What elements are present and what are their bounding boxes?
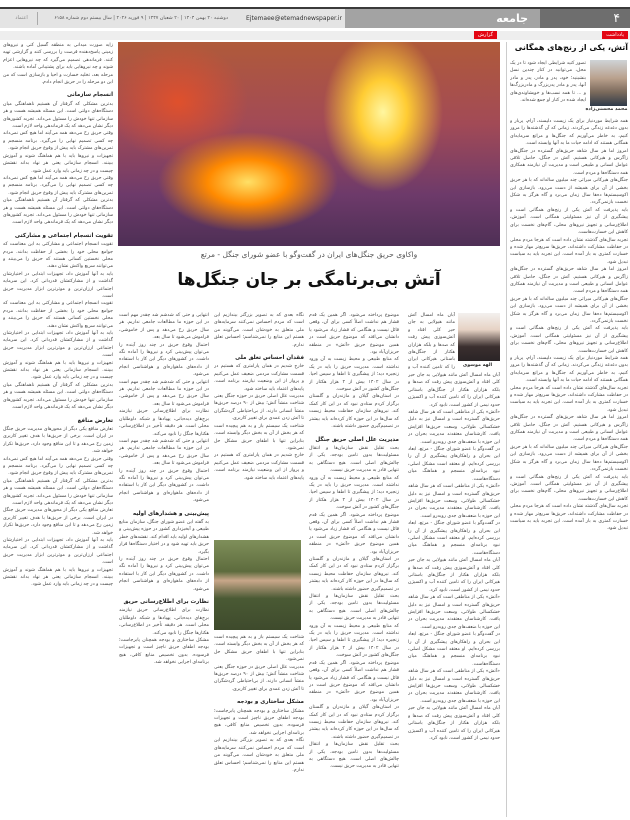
- report-column-4: انتهایی و حتی که شدشم شد چقدر مهم است در این حوزه ما مطالعات جامعی نداریم. هر سال حریق رخ می‌دهد و پس از خاموشی، فراموش می‌شود تا سال بعد. احتمال وقوع حریق در چند روز آینده را می‌توان پیش‌بینی کرد و نیروها را آماده نگه داشت. در کشورهای دیگر این کار با استفاده از داده‌های ماهواره‌ای و هواشناسی انجام می‌شود. انتهایی و حتی که شدشم شد چقدر مهم است در این حوزه ما مطالعات جامعی نداریم. هر سال حریق رخ می‌دهد و پس از خاموشی، فراموش می‌شود تا سال بعد. نظارت برای اطلاع‌رسانی حریق نیازمند برج‌های دیده‌بانی، پهپادها و شبکه داوطلبان محلی است. هر دقیقه تأخیر در اطلاع‌رسانی، هکتارها جنگل را نابود می‌کند. انتهایی و حتی که شدشم شد چقدر مهم است در این حوزه ما مطالعات جامعی نداریم. هر سال حریق رخ می‌دهد و پس از خاموشی، فراموش می‌شود تا سال بعد. احتمال وقوع حریق در چند روز آینده را می‌توان پیش‌بینی کرد و نیروها را آماده نگه داشت. در کشورهای دیگر این کار با استفاده از داده‌های ماهواره‌ای و هواشناسی انجام می‌شود. پیش‌بینی و هشدارهای اولیه به گفته این عضو شورای جنگل، سازمان منابع طبیعی و آبخیزداری کشور در حوزه پیش‌بینی و هشدارهای اولیه باید اقدام کند. نقشه‌های خطر حریق باید تهیه شود و در اختیار دستگاه‌ها قرار بگیرد. احتمال وقوع حریق در چند روز آینده را می‌توان پیش‌بینی کرد و نیروها را آماده نگه داشت. در کشورهای دیگر این کار با استفاده از داده‌های ماهواره‌ای و هواشناسی انجام می‌شود. نظارت برای اطلاع‌رسانی حریق نظارت برای اطلاع‌رسانی حریق نیازمند برج‌های دیده‌بانی، پهپادها و شبکه داوطلبان محلی است. هر دقیقه تأخیر در اطلاع‌رسانی، هکتارها جنگل را نابود می‌کند. مشکل ساختاری و بودجه همچنان پابرجاست؛ بودجه اطفای حریق ناچیز است و تجهیزات فرسوده. بدون تخصیص منابع کافی، هیچ برنامه‌ای اجرایی نخواهد شد.: [119, 313, 209, 666]
- subhead-causes: مدیریت علل اصلی حریق جنگل: [315, 436, 399, 443]
- section-title: جامعه: [345, 9, 540, 28]
- note-intro: تصور کنید شرایطی ایجاد شود تا در یک محل، می‌توانید در کنار چندین نسل بنشینید؛ خود، پدر و مادر، پدر و مادر آنها، پدر و مادر پدربزرگ و مادربزرگ‌ها و ... تا همه نسب‌ها و خویشاوندی‌های ایجاد شده در کنار او جمع شده‌اند.: [510, 61, 586, 104]
- report-column-1: آبان ماه امسال آتش مانند هیولایی به جان حیر کلی افتاد و آتش‌سوزی پیش رفت که صدها و بلکه هزاران هکتار از جنگل‌های باستانی هیرکانی ایران را که تامین کننده آب و اکسیژن حدود نیمی از کشور است، نابود کرد. «آتش» یکی از مناطقی است که هر سال شاهد حریق‌های گسترده است و امسال نیز به دلیل خشکسالی طولانی، وسعت حریق‌ها افزایش یافت. کارشناسان معتقدند مدیریت بحران در این حوزه با ضعف‌های جدی روبه‌رو است. در گفت‌وگو با عضو شورای جنگل - مرتع، ابعاد این بحران و راهکارهای پیشگیری از آن را بررسی کرده‌ایم. او معتقد است مشکل اصلی، نبود برنامه‌ای منسجم و هماهنگ میان دستگاه‌هاست. «آتش» یکی از مناطقی است که هر سال شاهد حریق‌های گسترده است و امسال نیز به دلیل خشکسالی طولانی، وسعت حریق‌ها افزایش یافت. کارشناسان معتقدند مدیریت بحران در این حوزه با ضعف‌های جدی روبه‌رو است. در گفت‌وگو با عضو شورای جنگل - مرتع، ابعاد این بحران و راهکارهای پیشگیری از آن را بررسی کرده‌ایم. او معتقد است مشکل اصلی، نبود برنامه‌ای منسجم و هماهنگ میان دستگاه‌هاست. آبان ماه امسال آتش مانند هیولایی به جان حیر کلی افتاد و آتش‌سوزی پیش رفت که صدها و بلکه هزاران هکتار از جنگل‌های باستانی هیرکانی ایران را که تامین کننده آب و اکسیژن حدود نیمی از کشور است، نابود کرد. «آتش» یکی از مناطقی است که هر سال شاهد حریق‌های گسترده است و امسال نیز به دلیل خشکسالی طولانی، وسعت حریق‌ها افزایش یافت. کارشناسان معتقدند مدیریت بحران در این حوزه با ضعف‌های جدی روبه‌رو است. در گفت‌وگو با عضو شورای جنگل - مرتع، ابعاد این بحران و راهکارهای پیشگیری از آن را بررسی کرده‌ایم. او معتقد است مشکل اصلی، نبود برنامه‌ای منسجم و هماهنگ میان دستگاه‌هاست. «آتش» یکی از مناطقی است که هر سال شاهد حریق‌های گسترده است و امسال نیز به دلیل خشکسالی طولانی، وسعت حریق‌ها افزایش یافت. کارشناسان معتقدند مدیریت بحران در این حوزه با ضعف‌های جدی روبه‌رو است. آبان ماه امسال آتش مانند هیولایی به جان حیر کلی افتاد و آتش‌سوزی پیش رفت که صدها و بلکه هزاران هکتار از جنگل‌های باستانی هیرکانی ایران را که تامین کننده آب و اکسیژن حدود نیمی از کشور است، نابود کرد.: [408, 373, 500, 741]
- subhead-warning: پیش‌بینی و هشدارهای اولیه: [132, 510, 209, 517]
- section-email[interactable]: Ejtemaee@etemadnewspaper.ir: [246, 15, 342, 22]
- note-author: محمد محسنی‌زاده: [585, 107, 628, 112]
- note-author-photo: [590, 60, 627, 106]
- subhead-sense: فقدان احساس تعلق ملی: [235, 355, 304, 362]
- subhead-budget: مشکل ساختاری و بودجه: [237, 699, 304, 706]
- report-column-3-bottom: شناخت یک سیستم باز و به هم پیچیده است که هر بخش از آن به بخش دیگر وابسته است. بنابراین تنها با اطفای حریق مشکل حل نمی‌شود. مدیریت علل اصلی حریق در حوزه جنگل یعنی شناخت منشأ آتش؛ بیش از ۹۰ درصد حریق‌ها منشأ انسانی دارند. از بی‌احتیاطی گردشگران تا آتش زدن عمدی برای تغییر کاربری. مشکل ساختاری و بودجه مشکل ساختاری و بودجه همچنان پابرجاست؛ بودجه اطفای حریق ناچیز است و تجهیزات فرسوده. بدون تخصیص منابع کافی، هیچ برنامه‌ای اجرایی نخواهد شد. نگاه بعدی که به تصویر بزرگتر بیندازیم این است که مردم احساس نمی‌کنند سرمایه‌های ملی متعلق به خودشان است. می‌گویند من هستم این منابع را نمی‌شناسم؛ احساس تعلق ندارم.: [214, 635, 304, 773]
- report-headline: آتش بی‌برنامگی بر جان جنگل‌ها: [177, 270, 441, 290]
- page-number: ۴: [540, 9, 630, 28]
- subhead-conflict: تعارض منافع: [77, 417, 113, 424]
- subhead-cohesion: انسجام سازمانی: [66, 92, 113, 99]
- forest-fire-photo: [118, 42, 500, 246]
- issue-date: دوشنبه ۲۰ بهمن ۱۴۰۴ | ۲۰ شعبان ۱۴۴۷ | ۹ فوریه ۲۰۲۶ | سال بیستم دوم شماره ۶۱۵۸: [54, 16, 228, 21]
- report-caption: واکاوی حریق جنگل‌های ایران در گفت‌وگو با عضو شورای جنگل - مرتع: [200, 250, 418, 259]
- subhead-social: تقویت انسجام اجتماعی و مشارکتی: [14, 232, 113, 239]
- report-lead: آبان ماه امسال آتش مانند هیولایی به جان حیر کلی افتاد و آتش‌سوزی پیش رفت که صدها و بلکه هزاران هکتار از جنگل‌های باستانی هیرکانی ایران را که تامین کننده آب و: [408, 313, 455, 370]
- report-tag: گزارش: [474, 31, 497, 39]
- subhead-monitor: نظارت برای اطلاع‌رسانی حریق: [123, 599, 209, 606]
- interviewee-photo: [214, 540, 301, 630]
- report-author: الهه موسوی: [462, 363, 493, 368]
- report-left-column: زایه صورت میدانی به منطقه گسیل کنی و نیروهای زمینی پاسخ‌دهنده فرصت را بررسی کنند و گزارشی تهیه کنند. فرماندهی تصمیم می‌گیرد که چه نیروهایی اعزام شوند و چه نیروهایی باید برای پشتیبانی آماده باشند. مرحله بعد، تخلیه خسارت و احیا و بازسازی است که من این دو مرحله را در حریق انجام دادم. انسجام سازمانی بدترین مشکلی که گرفتار آن هستیم ناهماهنگی میان دستگاه‌های دولتی است. این مسئله همیشه هست و هر سازمانی تنها خودش را مسئول می‌داند. تجربه کشورهای دیگر نشان می‌دهد که یک فرماندهی واحد لازم است. وقتی حریق رخ می‌دهد همه می‌آیند اما هیچ کس نمی‌داند چه کسی تصمیم نهایی را می‌گیرد. برنامه منسجم و تمرین‌های مشترک باید پیش از وقوع حریق انجام شود. تجهیزات و نیروها باید با هم هماهنگ شوند و آموزش ببینند. انسجام سازمانی یعنی هر نهاد بداند نقشش چیست و در چه زمانی باید وارد عمل شود. وقتی حریق رخ می‌دهد همه می‌آیند اما هیچ کس نمی‌داند چه کسی تصمیم نهایی را می‌گیرد. برنامه منسجم و تمرین‌های مشترک باید پیش از وقوع حریق انجام شود. بدترین مشکلی که گرفتار آن هستیم ناهماهنگی میان دستگاه‌های دولتی است. این مسئله همیشه هست و هر سازمانی تنها خودش را مسئول می‌داند. تجربه کشورهای دیگر نشان می‌دهد که یک فرماندهی واحد لازم است. تقویت انسجام اجتماعی و مشارکتی تقویت انسجام اجتماعی و مشارکتی به این معناست که جوامع محلی خود را بخشی از حفاظت بدانند. مردم محلی نخستین کسانی هستند که حریق را می‌بینند و می‌توانند سریع واکنش نشان دهند. باید به آنها آموزش داد، تجهیزات ابتدایی در اختیارشان گذاشت و از مشارکتشان قدردانی کرد. این سرمایه اجتماعی ارزان‌ترین و موثرترین ابزار مدیریت حریق است. تقویت انسجام اجتماعی و مشارکتی به این معناست که جوامع محلی خود را بخشی از حفاظت بدانند. مردم محلی نخستین کسانی هستند که حریق را می‌بینند و می‌توانند سریع واکنش نشان دهند. باید به آنها آموزش داد، تجهیزات ابتدایی در اختیارشان گذاشت و از مشارکتشان قدردانی کرد. این سرمایه اجتماعی ارزان‌ترین و موثرترین ابزار مدیریت حریق است. تجهیزات و نیروها باید با هم هماهنگ شوند و آموزش ببینند. انسجام سازمانی یعنی هر نهاد بداند نقشش چیست و در چه زمانی باید وارد عمل شود. بدترین مشکلی که گرفتار آن هستیم ناهماهنگی میان دستگاه‌های دولتی است. این مسئله همیشه هست و هر سازمانی تنها خودش را مسئول می‌داند. تجربه کشورهای دیگر نشان می‌دهد که یک فرماندهی واحد لازم است. تعارض منافع تعارض منافع یکی دیگر از محورهای مدیریت حریق جنگل در ایران است. برخی از حریق‌ها با هدف تغییر کاربری زمین رخ می‌دهد و تا این منافع وجود دارد، حریق‌ها تکرار خواهد شد. وقتی حریق رخ می‌دهد همه می‌آیند اما هیچ کس نمی‌داند چه کسی تصمیم نهایی را می‌گیرد. برنامه منسجم و تمرین‌های مشترک باید پیش از وقوع حریق انجام شود. بدترین مشکلی که گرفتار آن هستیم ناهماهنگی میان دستگاه‌های دولتی است. این مسئله همیشه هست و هر سازمانی تنها خودش را مسئول می‌داند. تجربه کشورهای دیگر نشان می‌دهد که یک فرماندهی واحد لازم است. تعارض منافع یکی دیگر از محورهای مدیریت حریق جنگل در ایران است. برخی از حریق‌ها با هدف تغییر کاربری زمین رخ می‌دهد و تا این منافع وجود دارد، حریق‌ها تکرار خواهد شد. باید به آنها آموزش داد، تجهیزات ابتدایی در اختیارشان گذاشت و از مشارکتشان قدردانی کرد. این سرمایه اجتماعی ارزان‌ترین و موثرترین ابزار مدیریت حریق است. تجهیزات و نیروها باید با هم هماهنگ شوند و آموزش ببینند. انسجام سازمانی یعنی هر نهاد بداند نقشش چیست و در چه زمانی باید وارد عمل شود.: [3, 43, 113, 588]
- label-strip: [0, 31, 630, 40]
- note-body: همه شرایط موردنیاز برای یک زیست دلپسند، آرام، پربار و بدون دغدغه زندگی می‌کردند. زمانی که آن گذشته‌ها را مرور کنیم، به خاطر می‌آوریم که جنگل‌ها و مراتع سرمایه‌ای همگانی هستند که ادامه حیات ما به آنها وابسته است. امروز اما هر سال شاهد حریق‌های گسترده در جنگل‌های زاگرس و هیرکانی هستیم. آتش در جنگل، حاصل تلاقی عوامل انسانی و طبیعی است و مدیریت آن نیازمند همکاری همه دستگاه‌ها و مردم است. جنگل‌های هیرکانی میراثی چند میلیون ساله‌اند که با هر حریق بخشی از آن برای همیشه از دست می‌رود. بازسازی این اکوسیستم‌ها ده‌ها سال زمان می‌برد و گاه هرگز به شکل نخست بازنمی‌گردد. باید پذیرفت که آتش یکی از رنج‌های همگانی است و پیشگیری از آن نیز مسئولیتی همگانی است. آموزش، اطلاع‌رسانی و تجهیز نیروهای محلی، گام‌های نخست برای کاهش این خسارت‌هاست. تجربه سال‌های گذشته نشان داده است که هرجا مردم محلی در حفاظت مشارکت داشته‌اند، حریق‌ها سریع‌تر مهار شده و خسارت کمتری به بار آمده است. این تجربه باید به سیاست تبدیل شود. امروز اما هر سال شاهد حریق‌های گسترده در جنگل‌های زاگرس و هیرکانی هستیم. آتش در جنگل، حاصل تلاقی عوامل انسانی و طبیعی است و مدیریت آن نیازمند همکاری همه دستگاه‌ها و مردم است. جنگل‌های هیرکانی میراثی چند میلیون ساله‌اند که با هر حریق بخشی از آن برای همیشه از دست می‌رود. بازسازی این اکوسیستم‌ها ده‌ها سال زمان می‌برد و گاه هرگز به شکل نخست بازنمی‌گردد. باید پذیرفت که آتش یکی از رنج‌های همگانی است و پیشگیری از آن نیز مسئولیتی همگانی است. آموزش، اطلاع‌رسانی و تجهیز نیروهای محلی، گام‌های نخست برای کاهش این خسارت‌هاست. همه شرایط موردنیاز برای یک زیست دلپسند، آرام، پربار و بدون دغدغه زندگی می‌کردند. زمانی که آن گذشته‌ها را مرور کنیم، به خاطر می‌آوریم که جنگل‌ها و مراتع سرمایه‌ای همگانی هستند که ادامه حیات ما به آنها وابسته است. تجربه سال‌های گذشته نشان داده است که هرجا مردم محلی در حفاظت مشارکت داشته‌اند، حریق‌ها سریع‌تر مهار شده و خسارت کمتری به بار آمده است. این تجربه باید به سیاست تبدیل شود. امروز اما هر سال شاهد حریق‌های گسترده در جنگل‌های زاگرس و هیرکانی هستیم. آتش در جنگل، حاصل تلاقی عوامل انسانی و طبیعی است و مدیریت آن نیازمند همکاری همه دستگاه‌ها و مردم است. جنگل‌های هیرکانی میراثی چند میلیون ساله‌اند که با هر حریق بخشی از آن برای همیشه از دست می‌رود. بازسازی این اکوسیستم‌ها ده‌ها سال زمان می‌برد و گاه هرگز به شکل نخست بازنمی‌گردد. باید پذیرفت که آتش یکی از رنج‌های همگانی است و پیشگیری از آن نیز مسئولیتی همگانی است. آموزش، اطلاع‌رسانی و تجهیز نیروهای محلی، گام‌های نخست برای کاهش این خسارت‌هاست. تجربه سال‌های گذشته نشان داده است که هرجا مردم محلی در حفاظت مشارکت داشته‌اند، حریق‌ها سریع‌تر مهار شده و خسارت کمتری به بار آمده است. این تجربه باید به سیاست تبدیل شود.: [510, 119, 628, 532]
- note-title: آتش، یکی از رنج‌های همگانی: [514, 43, 628, 52]
- report-author-photo: [458, 313, 500, 361]
- column-divider: [506, 42, 507, 817]
- note-tag: یادداشت: [602, 31, 628, 39]
- newspaper-logo: اعتماد: [6, 12, 38, 25]
- report-column-2: موضوع پرداخته می‌شود. اگر همین یک قدم فشار هم نداشت اصلاً کسی برای آن، وقعی قائل نیست و هنگامی که فشار زیاد می‌شود یا دانشان می‌افتد که موضوع حریق است در همین موضوع حریق «آتش» در منطقه حریزان‌آباد بود. که منابع طبیعی و محیط زیست به آن ورود نداشته است. مدیریت حریق را باید در یک زنجیره دید؛ از پیشگیری تا اطفا و سپس احیا. در سال ۱۴۰۲ بیش از ۴ هزار هکتار از جنگل‌های کشور در آتش سوخت. در استان‌های گیلان و مازندران و گلستان برگزار کردم ستادی نبود که در این کار کمک کند. نیروهای سازمان حفاظت محیط زیست که سال‌ها در این حوزه کار کرده‌اند باید بیشتر در تصمیم‌گیری حضور داشته باشند. مدیریت علل اصلی حریق جنگل بحث تقلیل نقش سازمان‌ها و انتقال مسئولیت‌ها بدون تامین بودجه، یکی از چالش‌های اصلی است. هیچ دستگاهی به تنهایی قادر به مدیریت حریق نیست. که منابع طبیعی و محیط زیست به آن ورود نداشته است. مدیریت حریق را باید در یک زنجیره دید؛ از پیشگیری تا اطفا و سپس احیا. در سال ۱۴۰۲ بیش از ۴ هزار هکتار از جنگل‌های کشور در آتش سوخت. موضوع پرداخته می‌شود. اگر همین یک قدم فشار هم نداشت اصلاً کسی برای آن، وقعی قائل نیست و هنگامی که فشار زیاد می‌شود یا دانشان می‌افتد که موضوع حریق است در همین موضوع حریق «آتش» در منطقه حریزان‌آباد بود. در استان‌های گیلان و مازندران و گلستان برگزار کردم ستادی نبود که در این کار کمک کند. نیروهای سازمان حفاظت محیط زیست که سال‌ها در این حوزه کار کرده‌اند باید بیشتر در تصمیم‌گیری حضور داشته باشند. بحث تقلیل نقش سازمان‌ها و انتقال مسئولیت‌ها بدون تامین بودجه، یکی از چالش‌های اصلی است. هیچ دستگاهی به تنهایی قادر به مدیریت حریق نیست. که منابع طبیعی و محیط زیست به آن ورود نداشته است. مدیریت حریق را باید در یک زنجیره دید؛ از پیشگیری تا اطفا و سپس احیا. در سال ۱۴۰۲ بیش از ۴ هزار هکتار از جنگل‌های کشور در آتش سوخت. موضوع پرداخته می‌شود. اگر همین یک قدم فشار هم نداشت اصلاً کسی برای آن، وقعی قائل نیست و هنگامی که فشار زیاد می‌شود یا دانشان می‌افتد که موضوع حریق است در همین موضوع حریق «آتش» در منطقه حریزان‌آباد بود. در استان‌های گیلان و مازندران و گلستان برگزار کردم ستادی نبود که در این کار کمک کند. نیروهای سازمان حفاظت محیط زیست که سال‌ها در این حوزه کار کرده‌اند باید بیشتر در تصمیم‌گیری حضور داشته باشند. بحث تقلیل نقش سازمان‌ها و انتقال مسئولیت‌ها بدون تامین بودجه، یکی از چالش‌های اصلی است. هیچ دستگاهی به تنهایی قادر به مدیریت حریق نیست.: [309, 313, 399, 770]
- report-column-3: نگاه بعدی که به تصویر بزرگتر بیندازیم این است که مردم احساس نمی‌کنند سرمایه‌های ملی متعلق به خودشان است. می‌گویند من هستم این منابع را نمی‌شناسم؛ احساس تعلق ندارم. فقدان احساس تعلق ملی خارج شدیم در همان پارامتری که هستیم در قسمت مشارکت مردمی ضعیف عمل می‌کنیم و پرواز از این وضعیت نیازمند برنامه است. پایه‌های اعتماد باید ساخته شود. مدیریت علل اصلی حریق در حوزه جنگل یعنی شناخت منشأ آتش؛ بیش از ۹۰ درصد حریق‌ها منشأ انسانی دارند. از بی‌احتیاطی گردشگران تا آتش زدن عمدی برای تغییر کاربری. شناخت یک سیستم باز و به هم پیچیده است که هر بخش از آن به بخش دیگر وابسته است. بنابراین تنها با اطفای حریق مشکل حل نمی‌شود. خارج شدیم در همان پارامتری که هستیم در قسمت مشارکت مردمی ضعیف عمل می‌کنیم و پرواز از این وضعیت نیازمند برنامه است. پایه‌های اعتماد باید ساخته شود.: [214, 313, 304, 481]
